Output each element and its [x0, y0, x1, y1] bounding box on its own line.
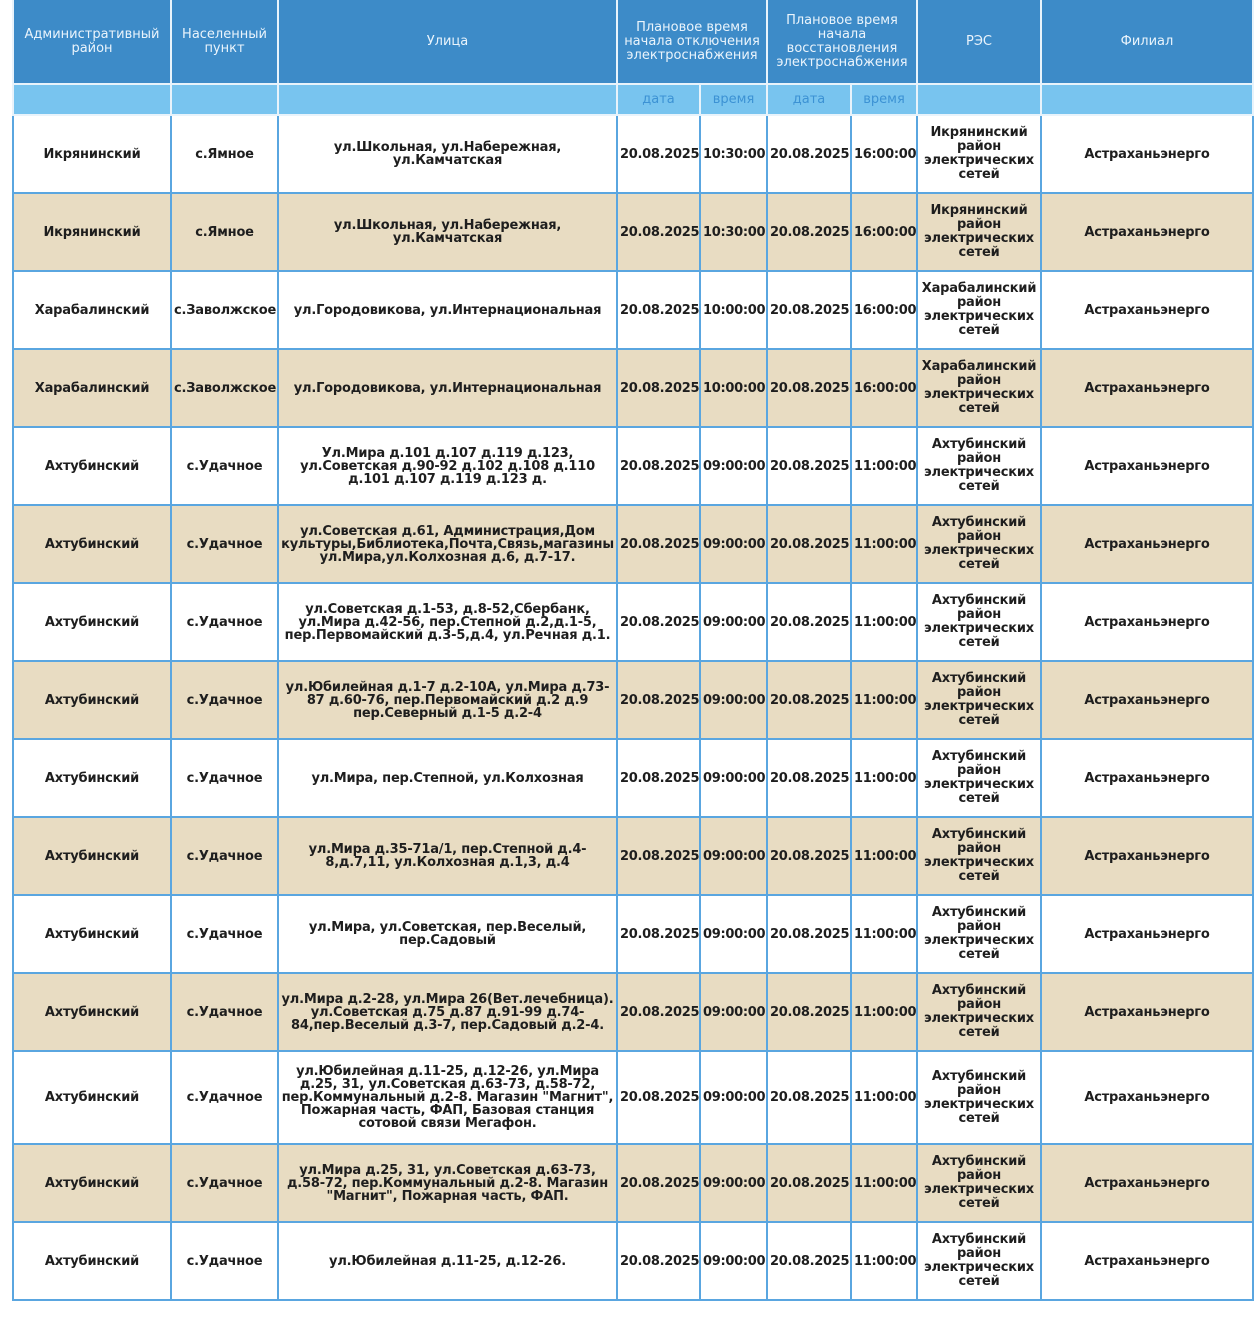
- cell-restore-date: 20.08.2025: [767, 349, 851, 427]
- cell-restore-time: 16:00:00: [851, 349, 917, 427]
- cell-street: ул.Юбилейная д.1-7 д.2-10А, ул.Мира д.73-87 д.60-76, пер.Первомайский д.2 д.9 пер.Северный д.1-5 д.2-4: [278, 661, 617, 739]
- cell-outage-date: 20.08.2025: [617, 1144, 700, 1222]
- cell-street: ул.Школьная, ул.Набережная, ул.Камчатская: [278, 193, 617, 271]
- cell-restore-date: 20.08.2025: [767, 973, 851, 1051]
- cell-district: Харабалинский: [13, 271, 171, 349]
- cell-district: Ахтубинский: [13, 1222, 171, 1300]
- cell-restore-date: 20.08.2025: [767, 427, 851, 505]
- cell-district: Икрянинский: [13, 193, 171, 271]
- cell-outage-time: 09:00:00: [700, 1144, 767, 1222]
- cell-locality: с.Удачное: [171, 1222, 278, 1300]
- subheader-empty: [917, 84, 1041, 115]
- table-row: [13, 583, 1253, 661]
- cell-outage-time: 09:00:00: [700, 661, 767, 739]
- cell-restore-time: 16:00:00: [851, 271, 917, 349]
- cell-branch: Астраханьэнерго: [1041, 505, 1253, 583]
- cell-branch: Астраханьэнерго: [1041, 1144, 1253, 1222]
- header-outage-start: Плановое время начала отключения электроснабжения: [617, 0, 767, 84]
- cell-locality: с.Заволжское: [171, 271, 278, 349]
- cell-outage-date: 20.08.2025: [617, 895, 700, 973]
- cell-district: Ахтубинский: [13, 739, 171, 817]
- cell-branch: Астраханьэнерго: [1041, 271, 1253, 349]
- cell-outage-date: 20.08.2025: [617, 739, 700, 817]
- cell-outage-time: 09:00:00: [700, 505, 767, 583]
- cell-street: ул.Юбилейная д.11-25, д.12-26.: [278, 1222, 617, 1300]
- cell-res: Ахтубинский район электрических сетей: [917, 427, 1041, 505]
- subheader-row: [13, 84, 1253, 115]
- cell-locality: с.Удачное: [171, 427, 278, 505]
- cell-locality: с.Удачное: [171, 817, 278, 895]
- cell-street: Ул.Мира д.101 д.107 д.119 д.123, ул.Советская д.90-92 д.102 д.108 д.110 д.101 д.107 д.119 д.123 д.: [278, 427, 617, 505]
- table-body: [13, 115, 1253, 1300]
- cell-district: Ахтубинский: [13, 583, 171, 661]
- cell-locality: с.Удачное: [171, 583, 278, 661]
- cell-street: ул.Мира д.25, 31, ул.Советская д.63-73, д.58-72, пер.Коммунальный д.2-8. Магазин "Магнит", Пожарная часть, ФАП.: [278, 1144, 617, 1222]
- cell-outage-date: 20.08.2025: [617, 583, 700, 661]
- cell-street: ул.Юбилейная д.11-25, д.12-26, ул.Мира д.25, 31, ул.Советская д.63-73, д.58-72, пер.Коммунальный д.2-8. Магазин "Магнит", Пожарная часть, ФАП, Базовая станция сотовой связи Мегафон.: [278, 1051, 617, 1144]
- cell-restore-time: 11:00:00: [851, 817, 917, 895]
- header-row: [13, 0, 1253, 84]
- cell-district: Ахтубинский: [13, 1051, 171, 1144]
- cell-locality: с.Удачное: [171, 973, 278, 1051]
- cell-district: Харабалинский: [13, 349, 171, 427]
- cell-res: Ахтубинский район электрических сетей: [917, 505, 1041, 583]
- cell-district: Ахтубинский: [13, 973, 171, 1051]
- table-row: [13, 1144, 1253, 1222]
- header-branch: Филиал: [1041, 0, 1253, 84]
- cell-res: Ахтубинский район электрических сетей: [917, 739, 1041, 817]
- cell-outage-time: 10:00:00: [700, 271, 767, 349]
- cell-street: ул.Советская д.1-53, д.8-52,Сбербанк, ул.Мира д.42-56, пер.Степной д.2,д.1-5, пер.Первомайский д.3-5,д.4, ул.Речная д.1.: [278, 583, 617, 661]
- cell-branch: Астраханьэнерго: [1041, 973, 1253, 1051]
- cell-district: Икрянинский: [13, 115, 171, 193]
- table-row: [13, 1222, 1253, 1300]
- cell-outage-date: 20.08.2025: [617, 505, 700, 583]
- subheader-restore-date: дата: [767, 84, 851, 115]
- cell-branch: Астраханьэнерго: [1041, 895, 1253, 973]
- cell-street: ул.Городовикова, ул.Интернациональная: [278, 349, 617, 427]
- table-row: [13, 817, 1253, 895]
- subheader-empty: [1041, 84, 1253, 115]
- subheader-empty: [278, 84, 617, 115]
- cell-locality: с.Удачное: [171, 895, 278, 973]
- table-row: [13, 115, 1253, 193]
- cell-branch: Астраханьэнерго: [1041, 193, 1253, 271]
- cell-res: Ахтубинский район электрических сетей: [917, 1051, 1041, 1144]
- cell-res: Ахтубинский район электрических сетей: [917, 895, 1041, 973]
- cell-restore-date: 20.08.2025: [767, 193, 851, 271]
- cell-res: Ахтубинский район электрических сетей: [917, 817, 1041, 895]
- table-row: [13, 349, 1253, 427]
- cell-outage-date: 20.08.2025: [617, 661, 700, 739]
- cell-street: ул.Советская д.61, Администрация,Дом культуры,Библиотека,Почта,Связь,магазины ул.Мира,ул.Колхозная д.6, д.7-17.: [278, 505, 617, 583]
- cell-district: Ахтубинский: [13, 895, 171, 973]
- cell-restore-date: 20.08.2025: [767, 505, 851, 583]
- table-row: [13, 271, 1253, 349]
- cell-branch: Астраханьэнерго: [1041, 661, 1253, 739]
- cell-street: ул.Мира д.35-71а/1, пер.Степной д.4-8,д.7,11, ул.Колхозная д.1,3, д.4: [278, 817, 617, 895]
- cell-locality: с.Удачное: [171, 1144, 278, 1222]
- cell-outage-time: 09:00:00: [700, 973, 767, 1051]
- power-outage-table: [12, 0, 1254, 1301]
- subheader-empty: [171, 84, 278, 115]
- cell-restore-date: 20.08.2025: [767, 1222, 851, 1300]
- cell-branch: Астраханьэнерго: [1041, 349, 1253, 427]
- cell-restore-time: 11:00:00: [851, 1222, 917, 1300]
- cell-district: Ахтубинский: [13, 661, 171, 739]
- cell-branch: Астраханьэнерго: [1041, 583, 1253, 661]
- cell-restore-time: 11:00:00: [851, 505, 917, 583]
- cell-res: Ахтубинский район электрических сетей: [917, 661, 1041, 739]
- table-row: [13, 427, 1253, 505]
- cell-outage-date: 20.08.2025: [617, 193, 700, 271]
- cell-restore-time: 16:00:00: [851, 193, 917, 271]
- cell-outage-date: 20.08.2025: [617, 1051, 700, 1144]
- subheader-restore-time: время: [851, 84, 917, 115]
- cell-locality: с.Удачное: [171, 661, 278, 739]
- cell-outage-time: 09:00:00: [700, 1222, 767, 1300]
- cell-res: Харабалинский район электрических сетей: [917, 271, 1041, 349]
- header-locality: Населенный пункт: [171, 0, 278, 84]
- table-row: [13, 193, 1253, 271]
- table-row: [13, 1051, 1253, 1144]
- cell-restore-date: 20.08.2025: [767, 817, 851, 895]
- cell-restore-date: 20.08.2025: [767, 739, 851, 817]
- cell-restore-time: 11:00:00: [851, 661, 917, 739]
- header-restore-start: Плановое время начала восстановления электроснабжения: [767, 0, 917, 84]
- cell-locality: с.Ямное: [171, 193, 278, 271]
- cell-restore-date: 20.08.2025: [767, 1144, 851, 1222]
- cell-outage-date: 20.08.2025: [617, 1222, 700, 1300]
- table-row: [13, 973, 1253, 1051]
- cell-res: Ахтубинский район электрических сетей: [917, 583, 1041, 661]
- cell-branch: Астраханьэнерго: [1041, 1222, 1253, 1300]
- cell-restore-date: 20.08.2025: [767, 271, 851, 349]
- cell-res: Икрянинский район электрических сетей: [917, 193, 1041, 271]
- cell-restore-time: 11:00:00: [851, 1144, 917, 1222]
- cell-locality: с.Заволжское: [171, 349, 278, 427]
- subheader-outage-time: время: [700, 84, 767, 115]
- cell-outage-date: 20.08.2025: [617, 427, 700, 505]
- cell-locality: с.Удачное: [171, 1051, 278, 1144]
- cell-district: Ахтубинский: [13, 505, 171, 583]
- cell-restore-time: 11:00:00: [851, 739, 917, 817]
- cell-street: ул.Мира, пер.Степной, ул.Колхозная: [278, 739, 617, 817]
- cell-district: Ахтубинский: [13, 427, 171, 505]
- cell-outage-date: 20.08.2025: [617, 115, 700, 193]
- cell-branch: Астраханьэнерго: [1041, 739, 1253, 817]
- cell-restore-time: 11:00:00: [851, 895, 917, 973]
- cell-res: Ахтубинский район электрических сетей: [917, 1144, 1041, 1222]
- table-row: [13, 895, 1253, 973]
- header-street: Улица: [278, 0, 617, 84]
- cell-res: Ахтубинский район электрических сетей: [917, 1222, 1041, 1300]
- cell-locality: с.Ямное: [171, 115, 278, 193]
- cell-branch: Астраханьэнерго: [1041, 427, 1253, 505]
- table-row: [13, 661, 1253, 739]
- subheader-outage-date: дата: [617, 84, 700, 115]
- cell-outage-date: 20.08.2025: [617, 817, 700, 895]
- cell-district: Ахтубинский: [13, 817, 171, 895]
- cell-outage-time: 10:30:00: [700, 193, 767, 271]
- cell-locality: с.Удачное: [171, 505, 278, 583]
- subheader-empty: [13, 84, 171, 115]
- cell-restore-date: 20.08.2025: [767, 583, 851, 661]
- header-res: РЭС: [917, 0, 1041, 84]
- cell-outage-time: 09:00:00: [700, 895, 767, 973]
- cell-outage-time: 09:00:00: [700, 739, 767, 817]
- cell-branch: Астраханьэнерго: [1041, 115, 1253, 193]
- cell-outage-date: 20.08.2025: [617, 973, 700, 1051]
- cell-res: Икрянинский район электрических сетей: [917, 115, 1041, 193]
- cell-outage-time: 09:00:00: [700, 427, 767, 505]
- cell-restore-time: 11:00:00: [851, 973, 917, 1051]
- cell-street: ул.Школьная, ул.Набережная, ул.Камчатская: [278, 115, 617, 193]
- header-district: Административный район: [13, 0, 171, 84]
- cell-outage-time: 09:00:00: [700, 817, 767, 895]
- cell-restore-time: 16:00:00: [851, 115, 917, 193]
- cell-street: ул.Городовикова, ул.Интернациональная: [278, 271, 617, 349]
- cell-branch: Астраханьэнерго: [1041, 1051, 1253, 1144]
- cell-outage-time: 09:00:00: [700, 1051, 767, 1144]
- cell-street: ул.Мира д.2-28, ул.Мира 26(Вет.лечебница). ул.Советская д.75 д.87 д.91-99 д.74-84,пер.Веселый д.3-7, пер.Садовый д.2-4.: [278, 973, 617, 1051]
- cell-locality: с.Удачное: [171, 739, 278, 817]
- cell-outage-date: 20.08.2025: [617, 349, 700, 427]
- table-row: [13, 739, 1253, 817]
- table-viewport[interactable]: [12, 0, 1210, 1339]
- cell-district: Ахтубинский: [13, 1144, 171, 1222]
- cell-restore-date: 20.08.2025: [767, 661, 851, 739]
- cell-outage-date: 20.08.2025: [617, 271, 700, 349]
- table-row: [13, 505, 1253, 583]
- cell-restore-time: 11:00:00: [851, 1051, 917, 1144]
- cell-res: Харабалинский район электрических сетей: [917, 349, 1041, 427]
- cell-restore-date: 20.08.2025: [767, 115, 851, 193]
- cell-restore-date: 20.08.2025: [767, 895, 851, 973]
- cell-restore-date: 20.08.2025: [767, 1051, 851, 1144]
- cell-outage-time: 10:30:00: [700, 115, 767, 193]
- cell-outage-time: 10:00:00: [700, 349, 767, 427]
- cell-street: ул.Мира, ул.Советская, пер.Веселый, пер.Садовый: [278, 895, 617, 973]
- cell-restore-time: 11:00:00: [851, 427, 917, 505]
- cell-outage-time: 09:00:00: [700, 583, 767, 661]
- cell-restore-time: 11:00:00: [851, 583, 917, 661]
- cell-res: Ахтубинский район электрических сетей: [917, 973, 1041, 1051]
- cell-branch: Астраханьэнерго: [1041, 817, 1253, 895]
